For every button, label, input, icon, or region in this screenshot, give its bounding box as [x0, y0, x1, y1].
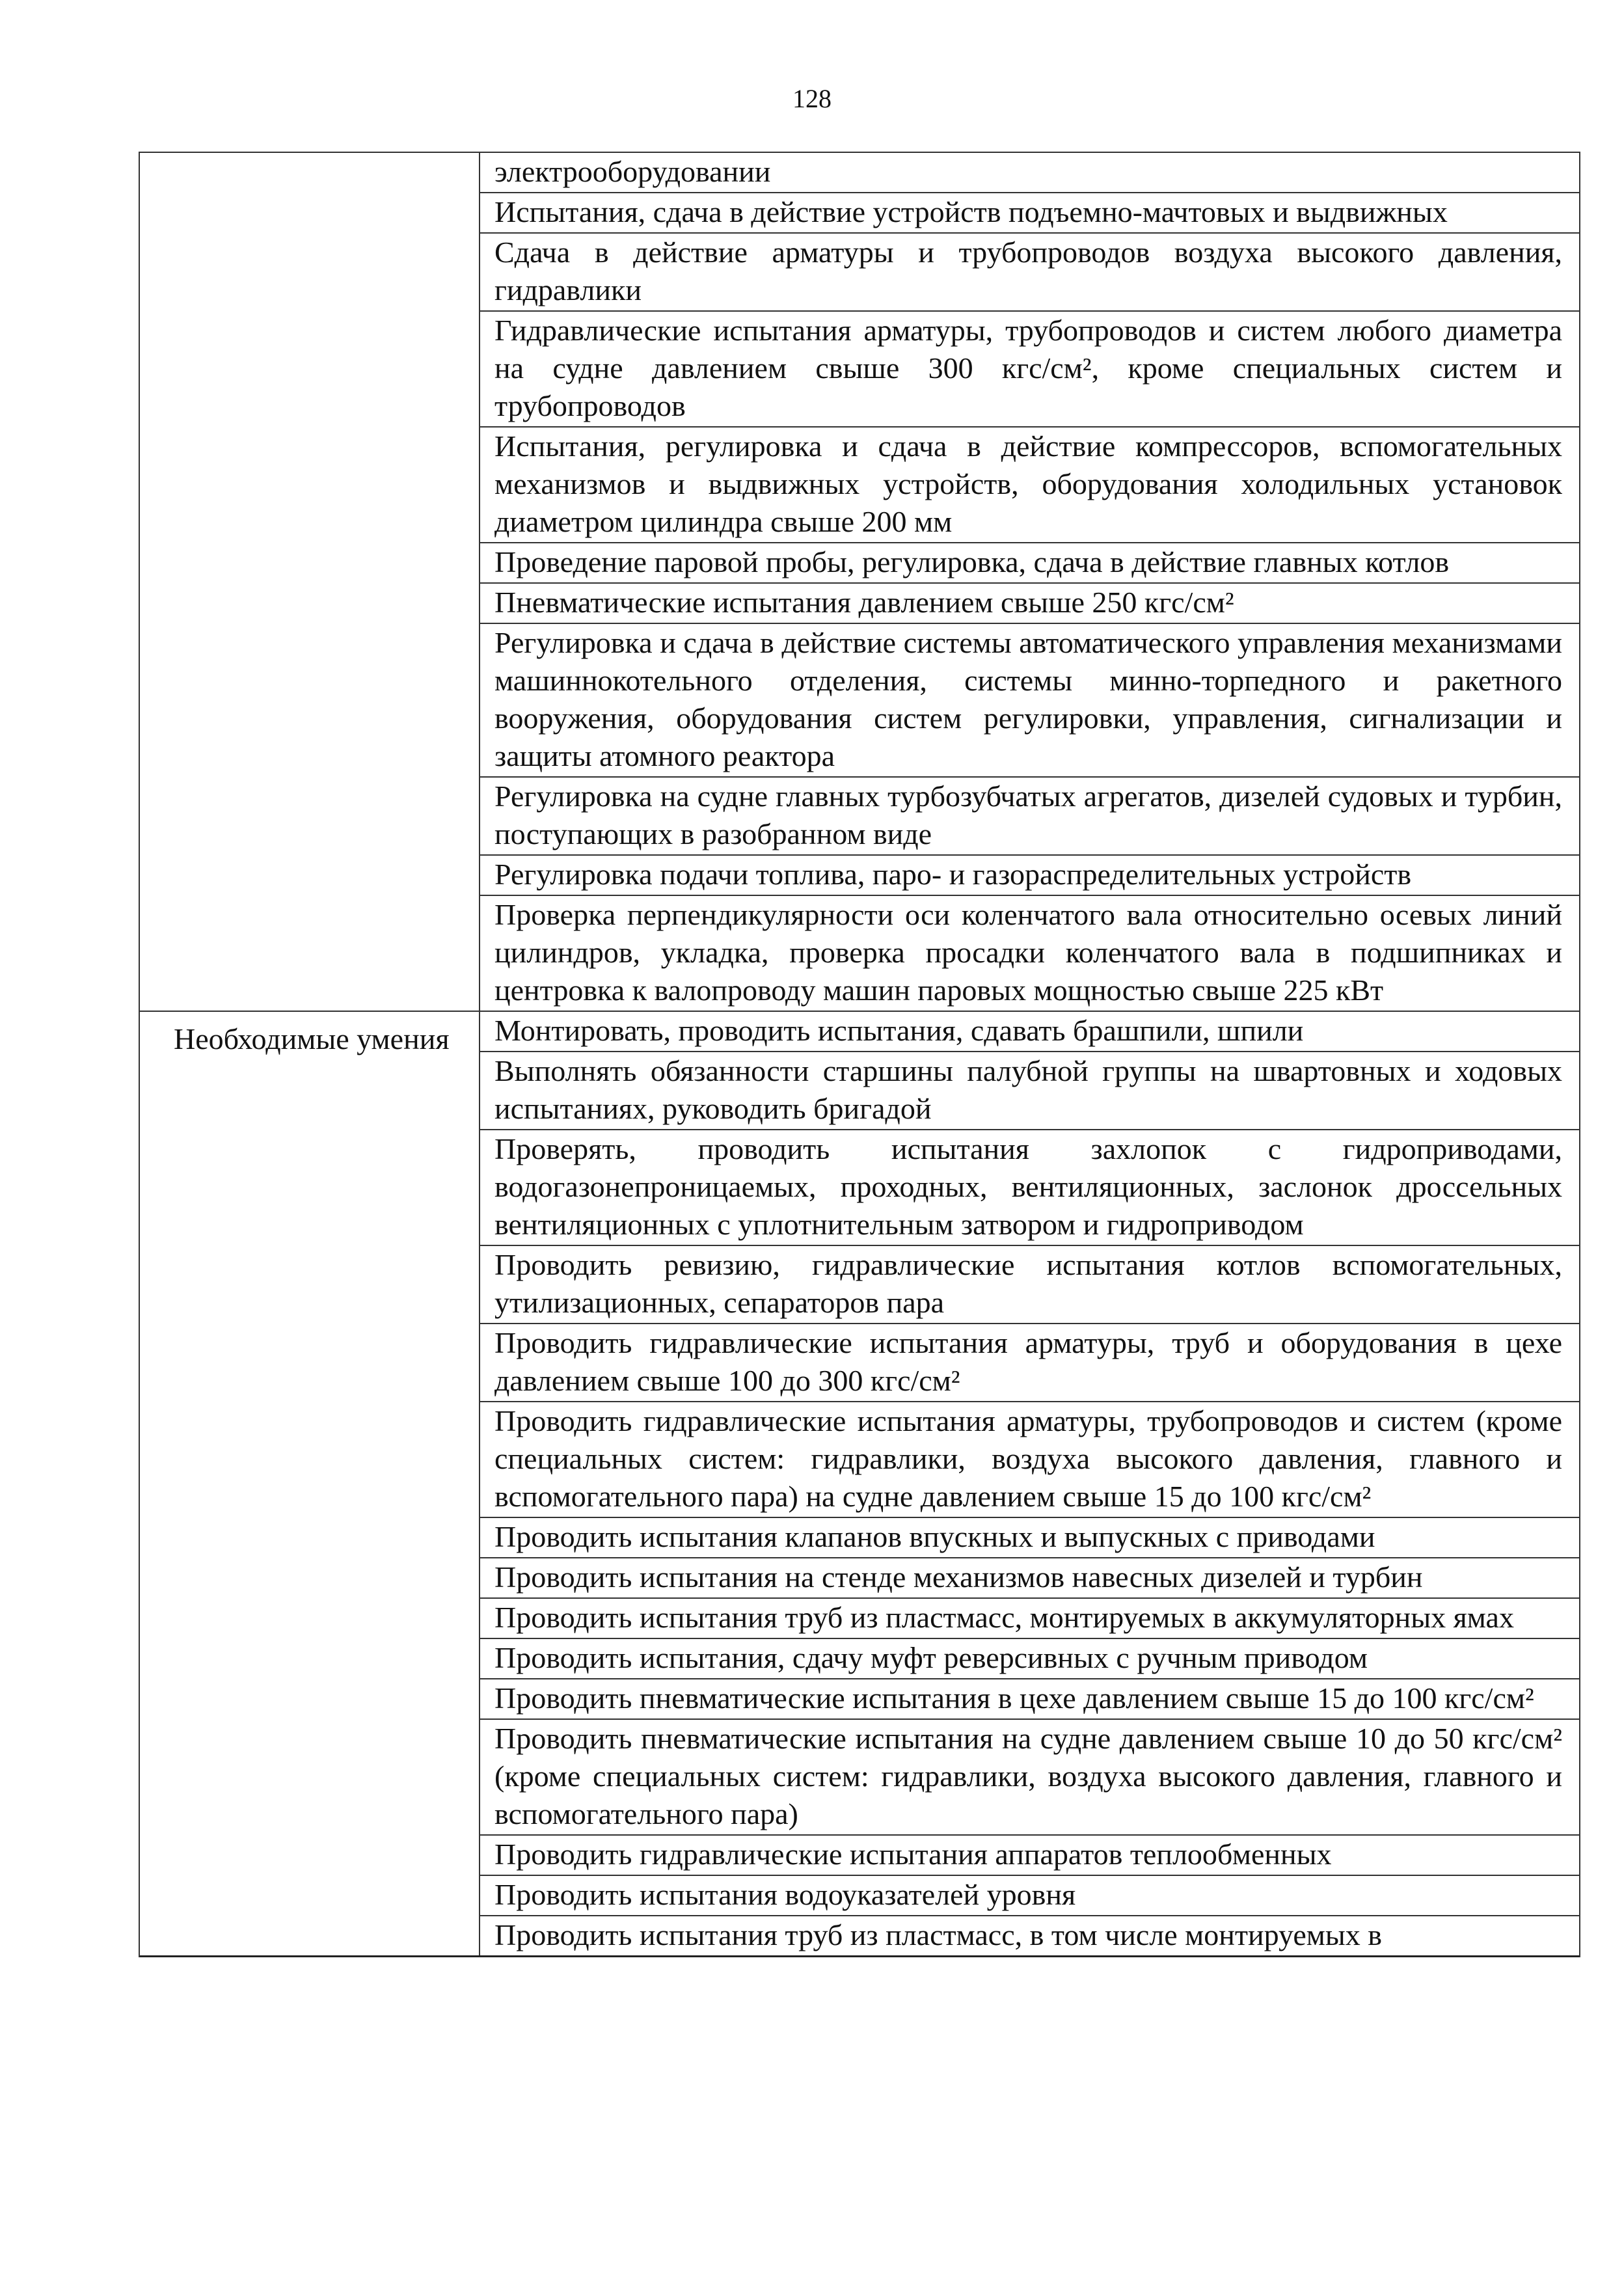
- table-row: Регулировка и сдача в действие системы автоматического управления механизмами машиннокотельного отделения, системы минно-торпедного и ракетного вооружения, оборудования систем регулировки, управления, сигнализации и защиты атомного реактора: [480, 624, 1579, 778]
- table-row: электрооборудовании: [480, 153, 1579, 193]
- table-row: Проведение паровой пробы, регулировка, сдача в действие главных котлов: [480, 543, 1579, 584]
- table-row: Проводить испытания клапанов впускных и выпускных с приводами: [480, 1518, 1579, 1558]
- table-row: Пневматические испытания давлением свыше 250 кгс/см²: [480, 584, 1579, 624]
- table-row: Проводить испытания труб из пластмасс, монтируемых в аккумуляторных ямах: [480, 1599, 1579, 1639]
- page-number: 128: [792, 84, 832, 113]
- section-items: [480, 153, 1579, 1011]
- table-row: Проводить ревизию, гидравлические испытания котлов вспомогательных, утилизационных, сепараторов пара: [480, 1246, 1579, 1324]
- table-row: Гидравлические испытания арматуры, трубопроводов и систем любого диаметра на судне давлением свыше 300 кгс/см², кроме специальных систем и трубопроводов: [480, 312, 1579, 428]
- table-row: Проводить испытания водоуказателей уровня: [480, 1876, 1579, 1916]
- section-label: [140, 153, 480, 1011]
- table-row: Испытания, сдача в действие устройств подъемно-мачтовых и выдвижных: [480, 193, 1579, 234]
- table-row: Монтировать, проводить испытания, сдавать брашпили, шпили: [480, 1012, 1579, 1052]
- table-row: Проводить испытания, сдачу муфт реверсивных с ручным приводом: [480, 1639, 1579, 1679]
- table-row: Выполнять обязанности старшины палубной группы на швартовных и ходовых испытаниях, руководить бригадой: [480, 1052, 1579, 1130]
- table-row: Проводить гидравлические испытания аппаратов теплообменных: [480, 1836, 1579, 1876]
- table-row: Испытания, регулировка и сдача в действие компрессоров, вспомогательных механизмов и выдвижных устройств, оборудования холодильных установок диаметром цилиндра свыше 200 мм: [480, 428, 1579, 543]
- table-row: Проводить пневматические испытания в цехе давлением свыше 15 до 100 кгс/см²: [480, 1679, 1579, 1720]
- table-row: Сдача в действие арматуры и трубопроводов воздуха высокого давления, гидравлики: [480, 234, 1579, 312]
- table-row: Проводить пневматические испытания на судне давлением свыше 10 до 50 кгс/см² (кроме специальных систем: гидравлики, воздуха высокого давления, главного и вспомогательного пара): [480, 1720, 1579, 1836]
- table-section-continued: [140, 153, 1579, 1012]
- table-row: Регулировка подачи топлива, паро- и газораспределительных устройств: [480, 856, 1579, 896]
- table-row: Проводить испытания на стенде механизмов навесных дизелей и турбин: [480, 1558, 1579, 1599]
- section-items: [480, 1012, 1579, 1955]
- table-row: Регулировка на судне главных турбозубчатых агрегатов, дизелей судовых и турбин, поступающих в разобранном виде: [480, 778, 1579, 856]
- table-section-required-skills: [140, 1012, 1579, 1957]
- table-row: Проводить испытания труб из пластмасс, в том числе монтируемых в: [494, 1918, 1383, 1951]
- table-row: Проводить гидравлические испытания арматуры, труб и оборудования в цехе давлением свыше 100 до 300 кгс/см²: [480, 1324, 1579, 1402]
- table-row: Проводить гидравлические испытания арматуры, трубопроводов и систем (кроме специальных систем: гидравлики, воздуха высокого давления, главного и вспомогательного пара) на судне давлением свыше 15 до 100 кгс/см²: [480, 1402, 1579, 1518]
- table-row: Проверять, проводить испытания захлопок с гидроприводами, водогазонепроницаемых, проходных, вентиляционных, заслонок дроссельных вентиляционных с уплотнительным затвором и гидроприводом: [480, 1130, 1579, 1246]
- table-row: Проверка перпендикулярности оси коленчатого вала относительно осевых линий цилиндров, укладка, проверка просадки коленчатого вала в подшипниках и центровка к валопроводу машин паровых мощностью свыше 225 кВт: [494, 898, 1562, 1007]
- section-label-required-skills: Необходимые умения: [140, 1012, 480, 1955]
- qualification-table: [139, 152, 1580, 1957]
